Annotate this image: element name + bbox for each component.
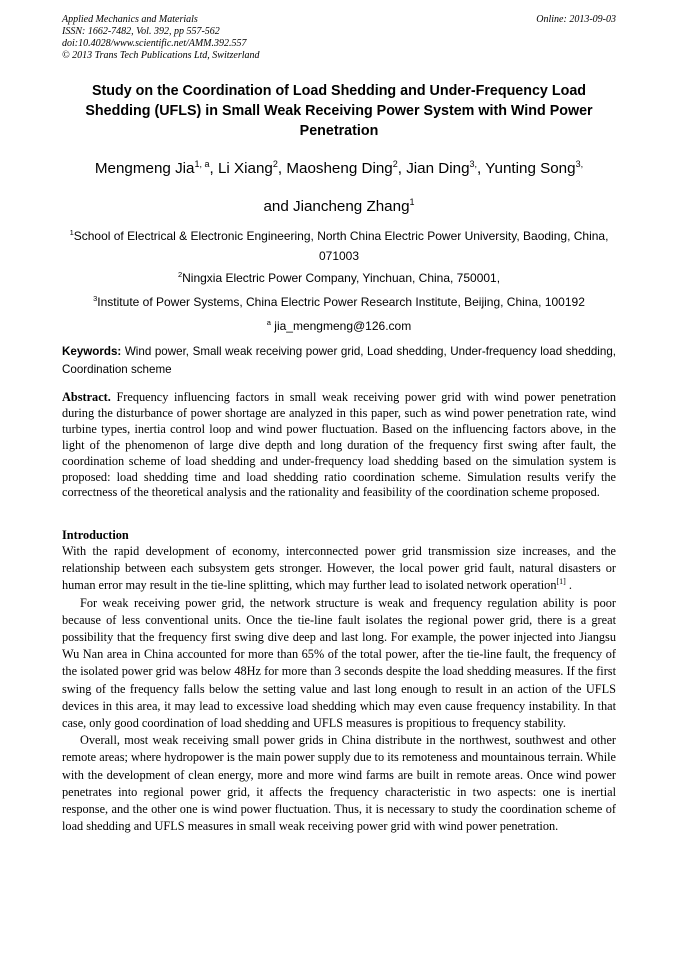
affiliation-text: School of Electrical & Electronic Engineering, North China Electric Power University, Baoding, China, 071003 xyxy=(73,229,609,263)
author-separator: , xyxy=(209,160,218,177)
introduction-body xyxy=(62,543,616,835)
paragraph-1 xyxy=(62,543,616,595)
paragraph-3: Overall, most weak receiving small power grids in China distribute in the northwest, southwest and other remote areas; where hydropower is the main power supply due to its remoteness and mountainous terrain. While with the development of clean energy, more and more wind farms are built in remote areas. Once wind power penetrates into regional power grid, it affects the frequency characteristic in two aspects: one is inertial response, and the other one is wind power fluctuation. Thus, it is necessary to study the coordination scheme of load shedding and UFLS measures in small weak receiving power grid with wind power penetration. xyxy=(62,733,616,834)
abstract xyxy=(62,390,616,501)
journal-header xyxy=(62,14,616,62)
journal-name: Applied Mechanics and Materials xyxy=(62,14,198,25)
author-name: Li Xiang xyxy=(217,160,273,177)
affiliation-1 xyxy=(62,226,616,266)
affiliation-text: Institute of Power Systems, China Electric Power Research Institute, Beijing, China, 100192 xyxy=(97,295,585,309)
paragraph-text: With the rapid development of economy, interconnected power grid transmission size increases, and the relationship between each subsystem gets stronger. However, the local power grid fault, natural disasters or human error may result in the tie-line splitting, which may further lead to isolated network operation xyxy=(62,544,616,593)
affiliation-marker: 3 xyxy=(93,294,98,303)
affiliation-marker: 1 xyxy=(69,228,74,237)
author-line-1 xyxy=(62,150,616,188)
author-name: Maosheng Ding xyxy=(286,160,393,177)
affiliation-3 xyxy=(62,292,616,312)
author-separator: , xyxy=(277,160,287,177)
paragraph-end: . xyxy=(565,578,572,593)
author-separator: , xyxy=(397,160,407,177)
introduction-heading: Introduction xyxy=(62,528,129,542)
author-sup: 2 xyxy=(272,159,278,169)
abstract-text: Frequency influencing factors in small weak receiving power grid with wind power penetration during the disturbance of power shortage are analyzed in this paper, such as wind power penetration rate, wind turbine types, inertia control loop and wind power fluctuation. Based on the influencing factors above, in the light of the phenomenon of large dive depth and long duration of the frequency first swing after fault, the coordination scheme of load shedding and under-frequency load shedding based on the simulation system is proposed: load shedding time and load shedding ratio coordination scheme. Simulation results verify the correctness of the theoretical analysis and the rationality and feasibility of the coordination scheme proposed. xyxy=(62,390,616,500)
journal-doi[interactable]: doi:10.4028/www.scientific.net/AMM.392.557 xyxy=(62,38,247,49)
author-name: and Jiancheng Zhang xyxy=(263,198,410,215)
paper-title: Study on the Coordination of Load Shedding and Under-Frequency Load Shedding (UFLS) in Small Weak Receiving Power System with Wind Power Penetration xyxy=(85,83,593,139)
paragraph-2: For weak receiving power grid, the network structure is weak and frequency regulation ability is poor because of less conventional units. Once the tie-line fault isolates the regional power grid, there is a great possibility that the frequency first swing dive deep and last long. For example, the power injected into Jiangsu Wu Nan area in China accounted for more than 65% of the total power, after the tie-line fault, the frequency of the isolated power grid was below 48Hz for more than 3 seconds despite the load shedding measures. If the first swing of the frequency falls below the setting value and last long enough to result in an action of the UFLS devices in this area, it may lead to excessive load shedding which may even cause frequency instability. In that case, only good coordination of load shedding and UFLS measures is propitious to frequency stability. xyxy=(62,595,616,731)
author-list xyxy=(62,150,616,226)
affiliation-marker: 2 xyxy=(177,270,183,279)
author-sup: 3, xyxy=(469,159,478,169)
affiliation-2 xyxy=(62,268,616,288)
keywords xyxy=(62,343,616,379)
affiliation-email xyxy=(62,316,616,336)
author-sup: 1 xyxy=(409,197,415,207)
citation-ref[interactable]: [1] xyxy=(556,577,566,587)
keywords-label: Keywords: xyxy=(62,345,122,358)
email-link[interactable]: jia_mengmeng@126.com xyxy=(270,319,412,333)
author-sup: 1, a xyxy=(194,159,210,169)
author-name: Jian Ding xyxy=(406,160,470,177)
affiliation-marker: a xyxy=(266,318,271,327)
keywords-text: Wind power, Small weak receiving power grid, Load shedding, Under-frequency load shedding, Coordination scheme xyxy=(62,345,616,376)
journal-copyright: © 2013 Trans Tech Publications Ltd, Switzerland xyxy=(62,50,260,61)
journal-issn: ISSN: 1662-7482, Vol. 392, pp 557-562 xyxy=(62,26,220,37)
author-name: Mengmeng Jia xyxy=(94,160,195,177)
author-separator: , xyxy=(477,160,486,177)
abstract-label: Abstract. xyxy=(62,390,111,404)
author-line-2 xyxy=(62,188,616,226)
author-sup: 2 xyxy=(392,159,398,169)
author-name: Yunting Song xyxy=(485,160,576,177)
online-date: Online: 2013-09-03 xyxy=(536,14,616,25)
author-sup: 3, xyxy=(575,159,584,169)
affiliation-text: Ningxia Electric Power Company, Yinchuan, China, 750001, xyxy=(182,271,501,285)
